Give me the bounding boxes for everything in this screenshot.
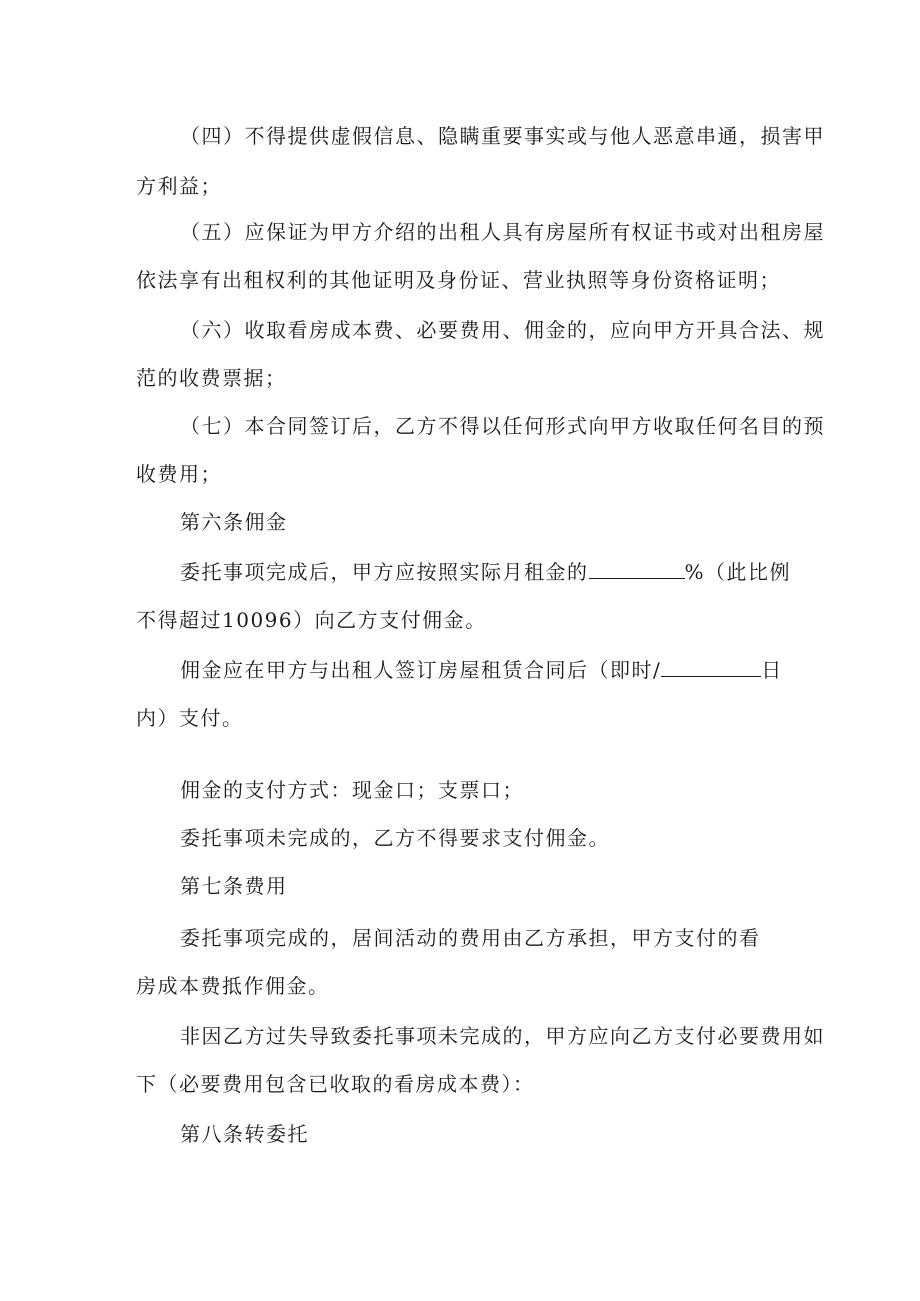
commission-rate-blank	[589, 560, 685, 579]
clause-4-line-1: （四）不得提供虚假信息、隐瞒重要事实或与他人恶意串通，损害甲	[180, 124, 825, 148]
commission-rate-line-2: 不得超过10096）向乙方支付佣金。	[136, 608, 487, 632]
commission-rate-suffix: %（此比例	[684, 560, 792, 584]
incomplete-commission-rule: 委托事项未完成的，乙方不得要求支付佣金。	[180, 826, 610, 850]
article-7-heading: 第七条费用	[180, 874, 288, 898]
clause-5-line-1: （五）应保证为甲方介绍的出租人具有房屋所有权证书或对出租房屋	[180, 220, 825, 244]
fee-complete-line-1: 委托事项完成的，居间活动的费用由乙方承担，甲方支付的看	[180, 926, 761, 950]
commission-rate-line-1	[180, 558, 791, 586]
clause-7-line-1: （七）本合同签订后，乙方不得以任何形式向甲方收取任何名目的预	[180, 414, 825, 438]
clause-6-line-1: （六）收取看房成本费、必要费用、佣金的，应向甲方开具合法、规	[180, 318, 825, 342]
commission-time-text: 佣金应在甲方与出租人签订房屋租赁合同后（即时/	[180, 658, 662, 682]
clause-5-line-2: 依法享有出租权利的其他证明及身份证、营业执照等身份资格证明；	[136, 268, 781, 292]
commission-rate-text: 委托事项完成后，甲方应按照实际月租金的	[180, 560, 589, 584]
fee-complete-line-2: 房成本费抵作佣金。	[136, 974, 330, 998]
clause-7-line-2: 收费用；	[136, 462, 222, 486]
fee-incomplete-line-1: 非因乙方过失导致委托事项未完成的，甲方应向乙方支付必要费用如	[180, 1024, 825, 1048]
commission-time-line-1	[180, 656, 783, 684]
article-8-heading: 第八条转委托	[180, 1122, 309, 1146]
commission-time-suffix: 日	[761, 658, 783, 682]
article-6-heading: 第六条佣金	[180, 510, 288, 534]
fee-incomplete-line-2: 下（必要费用包含已收取的看房成本费）：	[136, 1072, 535, 1096]
payment-method: 佣金的支付方式：现金口；支票口；	[180, 778, 524, 802]
clause-4-line-2: 方利益；	[136, 174, 222, 198]
commission-time-line-2: 内）支付。	[136, 706, 244, 730]
clause-6-line-2: 范的收费票据；	[136, 366, 287, 390]
commission-time-blank	[661, 658, 761, 677]
